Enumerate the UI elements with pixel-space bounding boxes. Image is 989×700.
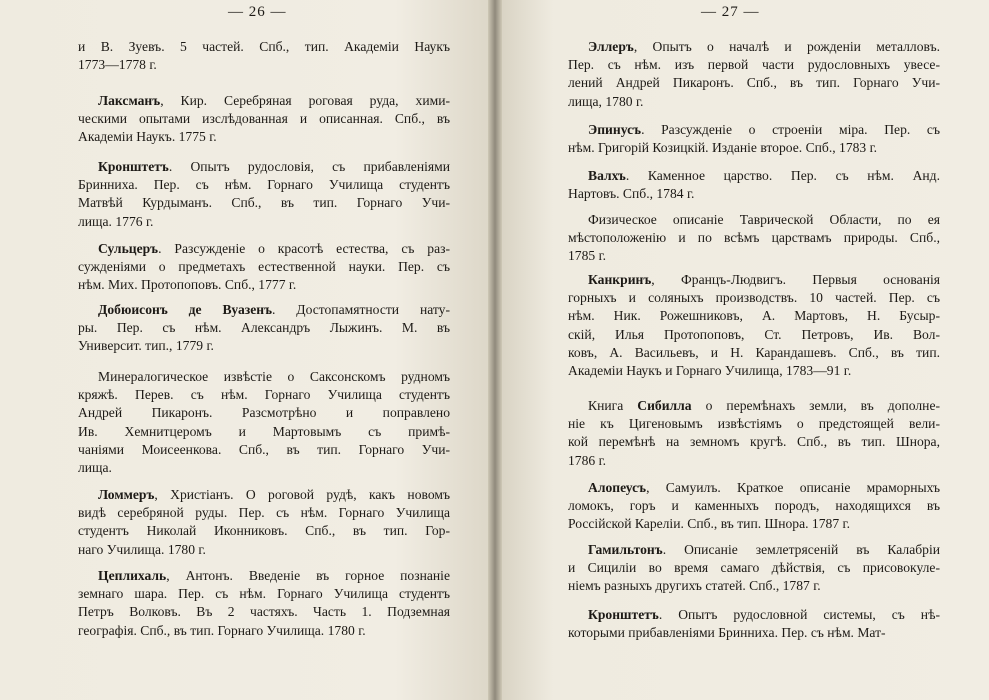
entry-line: земнаго шара. Пер. съ нѣм. Горнаго Училища студентъ [78, 586, 450, 602]
entry-line: нѣм. Мих. Протопоповъ. Спб., 1777 г. [78, 277, 297, 293]
bibliography-entry [78, 240, 450, 295]
entry-line: лений Андрей Пикаронъ. Спб., въ тип. Горнаго Учи- [568, 75, 940, 91]
bibliography-entry [568, 121, 940, 157]
author-name: Кронштетъ [98, 159, 169, 174]
author-name: Гамильтонъ [588, 542, 663, 557]
entry-line: Гамильтонъ. Описанiе землетрясенiй въ Калабрiи [588, 542, 940, 557]
bibliography-entry [78, 567, 450, 640]
entry-line: Кронштетъ. Опытъ рудословной системы, съ нѣ- [588, 607, 940, 622]
entry-line: Пер. съ нѣм. изъ первой части рудословныхъ увесе- [568, 57, 940, 73]
entry-line: лища. 1776 г. [78, 213, 154, 229]
entry-line: и Сицилiи во время самаго дѣйствiя, съ присовокуле- [568, 560, 940, 576]
entry-line: Бринниха. Пер. съ нѣм. Горнаго Училища студентъ [78, 177, 450, 193]
entry-line: мѣстоположенiю и по всѣмъ царствамъ природы. Спб., [568, 230, 940, 246]
entry-line: кой перемѣнѣ на земномъ кругѣ. Спб., въ тип. Шнора, [568, 434, 940, 450]
entry-line: ковъ, А. Васильевъ, и Н. Карандашевъ. Спб., въ тип. [568, 344, 940, 360]
entry-line: Кронштетъ. Опытъ рудословiя, съ прибавленiями [98, 159, 450, 174]
entry-line: Сульцеръ. Разсужденiе о красотѣ естества, съ раз- [98, 241, 450, 256]
entry-line: нiемъ разныхъ другихъ статей. Спб., 1787 г. [568, 578, 821, 594]
entry-line: наго Училища. 1780 г. [78, 541, 206, 557]
left-page [0, 0, 494, 700]
bibliography-entry [568, 541, 940, 596]
entry-line: Андрей Пикаронъ. Разсмотрѣно и поправлено [78, 405, 450, 421]
entry-line: кряжѣ. Перев. съ нѣм. Горнаго Училища студентъ [78, 387, 450, 403]
entry-line: ческими опытами изслѣдованная и описанная. Спб., въ [78, 111, 450, 127]
entry-line: Матвѣй Курдыманъ. Спб., въ тип. Горнаго Учи- [78, 195, 450, 211]
bibliography-entry [78, 368, 450, 477]
entry-line: лища, 1780 г. [568, 93, 644, 109]
entry-line: Университ. тип., 1779 г. [78, 338, 214, 354]
entry-line: которыми прибавленiями Бринниха. Пер. съ нѣм. Мат- [568, 625, 886, 641]
author-name: Сибилла [637, 398, 692, 413]
entry-line: нѣм. Григорiй Козицкiй. Изданiе второе. Спб., 1783 г. [568, 140, 878, 156]
entry-line: нiе къ Цигеновымъ извѣстiямъ о предстоящей вели- [568, 416, 940, 432]
author-name: Цеплихаль [98, 568, 167, 583]
entry-line: горныхъ и соляныхъ производствъ. 10 частей. Пер. съ [568, 290, 940, 306]
entry-line: Алопеусъ, Самуилъ. Краткое описанiе мраморныхъ [588, 480, 940, 495]
entry-line: Добюисонъ де Вуазенъ. Достопамятности нату- [98, 302, 450, 317]
author-name: Канкринъ [588, 272, 652, 287]
bibliography-entry [78, 158, 450, 231]
entry-line: видѣ серебряной руды. Пер. съ нѣм. Горнаго Училища [78, 505, 450, 521]
bibliography-entry [568, 479, 940, 534]
bibliography-entry [78, 486, 450, 559]
entry-line: Ломмеръ, Христiанъ. О роговой рудѣ, какъ новомъ [98, 487, 450, 502]
bibliography-entry [568, 397, 940, 470]
entry-line: и В. Зуевъ. 5 частей. Спб., тип. Академiи Наукъ [78, 39, 450, 54]
bibliography-entry [78, 301, 450, 356]
entry-line: 1785 г. [568, 248, 607, 264]
entry-line: чанiями Моисеенкова. Спб., въ тип. Горнаго Учи- [78, 441, 450, 457]
entry-line: ры. Пер. съ нѣм. Александръ Лыжинъ. М. въ [78, 320, 450, 336]
book-gutter [488, 0, 502, 700]
bibliography-entry [568, 271, 940, 380]
entry-line: Эпинусъ. Разсужденiе о строенiи мiра. Пер. съ [588, 122, 940, 137]
author-name: Валхъ [588, 168, 626, 183]
entry-line: Валхъ. Каменное царство. Пер. съ нѣм. Анд. [588, 168, 940, 183]
author-name: Добюисонъ де Вуазенъ [98, 302, 273, 317]
entry-line: Цеплихаль, Антонъ. Введенiе въ горное познанiе [98, 568, 450, 583]
entry-line: Книга Сибилла о перемѣнахъ земли, въ дополне- [588, 398, 941, 413]
entry-line: Россiйской Карелiи. Спб., въ тип. Шнора. 1787 г. [568, 516, 850, 532]
entry-line: Лаксманъ, Кир. Серебряная роговая руда, хими- [98, 93, 450, 108]
author-name: Кронштетъ [588, 607, 659, 622]
entry-line: Ив. Хемнитцеромъ и Мартовымъ съ примѣ- [78, 423, 450, 439]
entry-line: Академiи Наукъ и Горнаго Училища, 1783—91 г. [568, 363, 852, 379]
author-name: Эллеръ [588, 39, 634, 54]
right-page [494, 0, 989, 700]
entry-line: Петръ Волковъ. Въ 2 частяхъ. Часть 1. Подземная [78, 604, 450, 620]
entry-line: Физическое описанiе Таврической Области, по ея [588, 212, 940, 227]
bibliography-entry [568, 167, 940, 203]
author-name: Лаксманъ [98, 93, 161, 108]
author-name: Ломмеръ [98, 487, 155, 502]
page-number: — 26 — [228, 4, 287, 20]
entry-line: Эллеръ, Опытъ о началѣ и рожденiи металловъ. [588, 39, 940, 54]
bibliography-entry [568, 211, 940, 266]
author-name: Эпинусъ [588, 122, 642, 137]
entry-line: 1773—1778 г. [78, 57, 157, 73]
author-name: Алопеусъ [588, 480, 647, 495]
entry-line: географiя. Спб., въ тип. Горнаго Училища. 1780 г. [78, 622, 366, 638]
author-name: Сульцеръ [98, 241, 159, 256]
entry-line: ломокъ, горъ и каменныхъ породъ, находящихся въ [568, 498, 940, 514]
bibliography-entry [78, 92, 450, 147]
entry-line: скiй, Илья Протопоповъ, Ст. Петровъ, Ив. Вол- [568, 326, 940, 342]
entry-line: нѣм. Ник. Рожешниковъ, А. Мартовъ, Н. Бусыр- [568, 308, 940, 324]
entry-line: Канкринъ, Францъ-Людвигъ. Первыя основанiя [588, 272, 940, 287]
entry-line: Академiи Наукъ. 1775 г. [78, 129, 217, 145]
entry-line: 1786 г. [568, 452, 607, 468]
page-number: — 27 — [701, 4, 760, 20]
entry-line: сужденiями о предметахъ естественной науки. Пер. съ [78, 259, 450, 275]
entry-line: студентъ Николай Иконниковъ. Спб., въ тип. Гор- [78, 523, 450, 539]
bibliography-entry [568, 606, 940, 642]
bibliography-entry [78, 38, 450, 74]
bibliography-entry [568, 38, 940, 111]
entry-line: лища. [78, 460, 112, 476]
entry-line: Минералогическое извѣстiе о Саксонскомъ рудномъ [98, 369, 450, 384]
entry-line: Нартовъ. Спб., 1784 г. [568, 186, 695, 202]
